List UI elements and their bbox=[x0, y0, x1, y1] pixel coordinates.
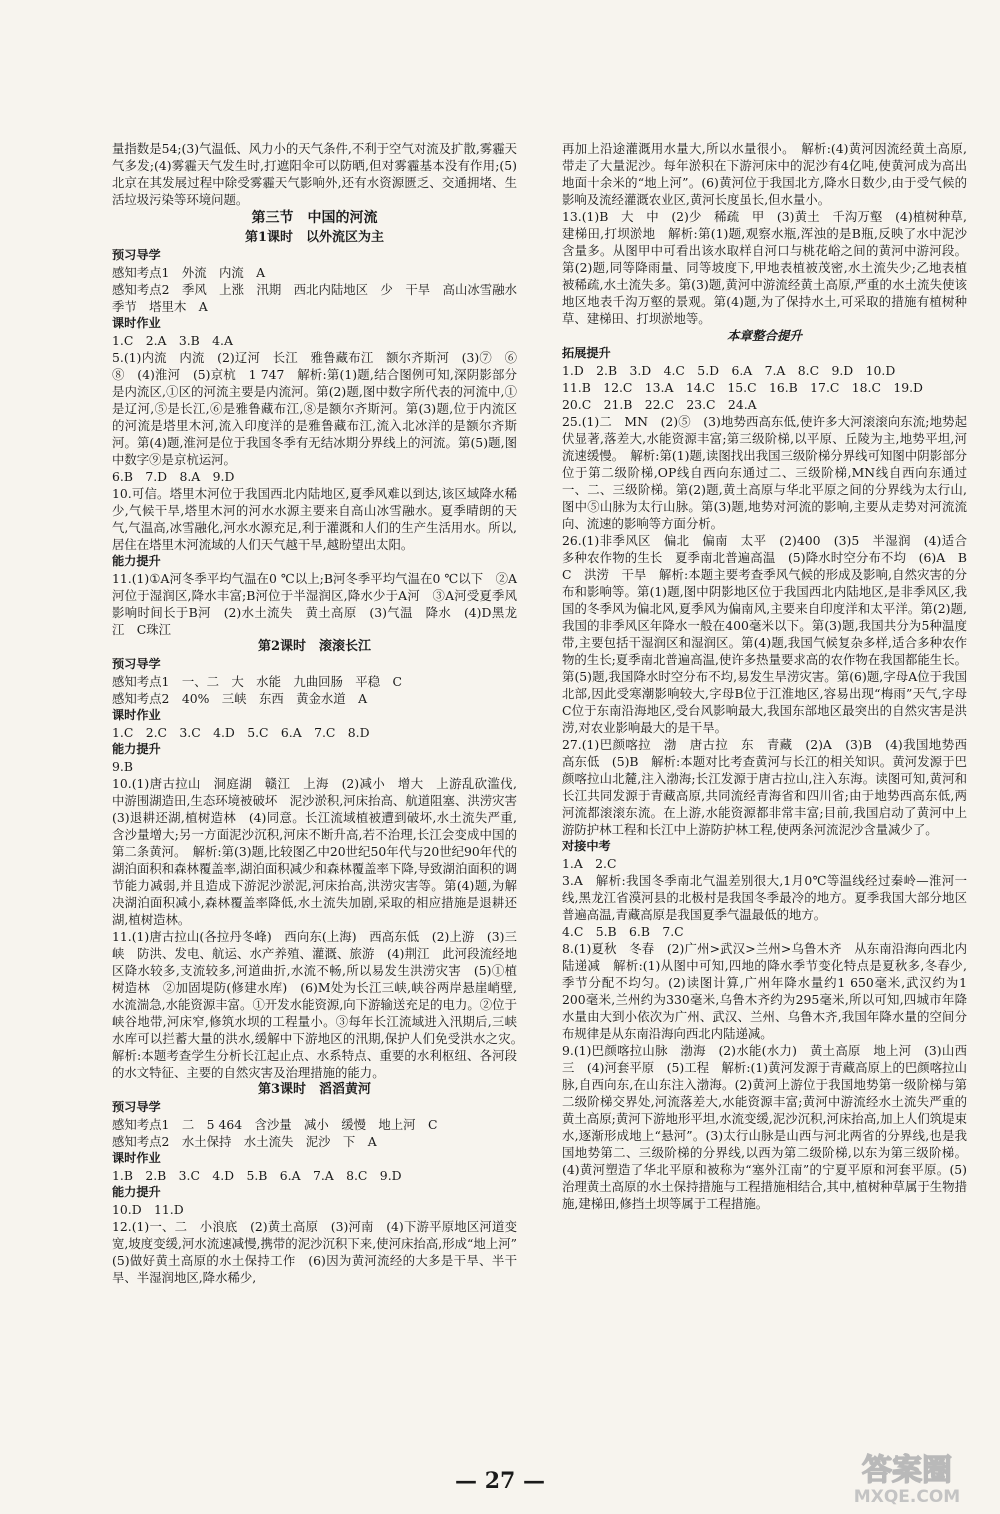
watermark-logo bbox=[822, 1446, 992, 1508]
answer-paragraph: 11.B 12.C 13.A 14.C 15.C 16.B 17.C 18.C 19.D bbox=[562, 380, 923, 395]
answer-paragraph: 量指数是54;(3)气温低、风力小的天气条件,不利于空气对流及扩散,雾霾天气多发;(4)雾霾天气发生时,打遮阳伞可以防晒,但对雾霾基本没有作用;(5)北京在其发展过程中除受雾霾天气影响外,还有水资源匮乏、交通拥堵、生活垃圾污染等环境问题。 bbox=[112, 141, 517, 207]
subsection-label: 预习导学 bbox=[112, 657, 161, 671]
lesson-heading: 第1课时 以外流区为主 bbox=[244, 230, 385, 245]
answer-paragraph: 20.C 21.B 22.C 23.C 24.A bbox=[562, 397, 757, 412]
answer-paragraph: 1.B 2.B 3.C 4.D 5.B 6.A 7.A 8.C 9.D bbox=[112, 1168, 402, 1183]
left-column bbox=[112, 140, 530, 1286]
answer-paragraph: 1.D 2.B 3.D 4.C 5.D 6.A 7.A 8.C 9.D 10.D bbox=[562, 363, 896, 378]
page-number: — 27 — bbox=[455, 1468, 545, 1494]
answer-paragraph: 11.(1)唐古拉山(各拉丹冬峰) 西向东(上海) 西高东低 (2)上游 (3)三峡 防洪、发电、航运、水产养殖、灌溉、旅游 (4)荆江 此河段流经地区降水较多,支流较多,河道曲折,水流不畅,所以易发生洪涝灾害 (5)①植树造林 ②加固堤防(修建水库) (6)M处为长江三峡,峡谷两岸悬崖峭壁,水流湍急,水能资源丰富。①开发水能资源,向下游输送充足的电力。②位于峡谷地带,河床窄,修筑水坝的工程量小。③每年长江流域进入汛期后,三峡水库可以拦蓄大量的洪水,缓解中下游地区的汛期,保护人们免受洪水之灾。 解析:本题考查学生分析长江起止点、水系特点、重要的水利枢纽、各河段的水文特征、主要的自然灾害及治理措施的能力。 bbox=[112, 929, 530, 1080]
watermark-domain: MXQE.COM bbox=[853, 1487, 961, 1507]
answer-paragraph: 12.(1)一、二 小浪底 (2)黄土高原 (3)河南 (4)下游平原地区河道变宽,坡度变缓,河水流速减慢,携带的泥沙沉积下来,使河床抬高,形成“地上河” (5)做好黄土高原的水土保持工作 (6)因为黄河流经的大多是干旱、半干旱、半湿润地区,降水稀少, bbox=[112, 1219, 530, 1285]
subsection-label: 拓展提升 bbox=[562, 346, 611, 360]
answer-paragraph: 1.C 2.C 3.C 4.D 5.C 6.A 7.C 8.D bbox=[112, 725, 370, 740]
answer-paragraph: 3.A 解析:我国冬季南北气温差别很大,1月0℃等温线经过秦岭—淮河一线,黑龙江省漠河县的北极村是我国冬季最冷的地方。夏季我国大部分地区普遍高温,青藏高原是我国夏季气温最低的地方。 bbox=[562, 873, 967, 922]
answer-page bbox=[112, 140, 980, 1470]
answer-paragraph: 再加上沿途灌溉用水量大,所以水量很小。 解析:(4)黄河因流经黄土高原,带走了大量泥沙。每年淤积在下游河床中的泥沙有4亿吨,使黄河成为高出地面十余米的“地上河”。(6)黄河位于我国北方,降水日数少,由于受气候的影响及流经灌溉农业区,黄河长度虽长,但水量小。 bbox=[562, 141, 967, 207]
subsection-label: 能力提升 bbox=[112, 554, 161, 568]
answer-paragraph: 感知考点2 季风 上涨 汛期 西北内陆地区 少 干旱 高山冰雪融水 季节 塔里木 A bbox=[112, 282, 530, 314]
subsection-label: 对接中考 bbox=[562, 839, 611, 853]
answer-paragraph: 10.D 11.D bbox=[112, 1202, 184, 1217]
section-heading: 第三节 中国的河流 bbox=[251, 210, 378, 226]
subsection-label: 课时作业 bbox=[112, 1151, 161, 1165]
answer-paragraph: 8.(1)夏秋 冬春 (2)广州>武汉>兰州>乌鲁木齐 从东南沿海向西北内陆递减 解析:(1)从图中可知,四地的降水季节变化特点是夏秋多,冬春少,季节分配不均匀。(2)读图计算,广州年降水量约1 650毫米,武汉约为1 200毫米,兰州约为330毫米,乌鲁木齐约为295毫米,所以可知,四城市年降水量由大到小依次为广州、武汉、兰州、乌鲁木齐,我国年降水量的空间分布规律是从东南沿海向西北内陆递减。 bbox=[562, 941, 967, 1041]
answer-paragraph: 10.可信。塔里木河位于我国西北内陆地区,夏季风难以到达,该区域降水稀少,气候干旱,塔里木河的河水水源主要来自高山冰雪融水。夏季晴朗的天气,气温高,冰雪融化,河水水源充足,利于灌溉和人们的生产生活用水。所以,居住在塔里木河流域的人们天气越干旱,越盼望出太阳。 bbox=[112, 486, 517, 552]
answer-paragraph: 9.B bbox=[112, 759, 133, 774]
answer-paragraph: 25.(1)二 MN (2)⑤ (3)地势西高东低,使许多大河滚滚向东流;地势起伏显著,落差大,水能资源丰富;第三级阶梯,以平原、丘陵为主,地势平坦,河流速缓慢。 解析:第(1)题,读图找出我国三级阶梯分界线可知图中阴影部分位于第二级阶梯,OP线自西向东通过二、三级阶梯,MN线自西向东通过一、二、三级阶梯。第(2)题,黄土高原与华北平原之间的分界线为太行山,图中⑤山脉为太行山脉。第(3)题,地势对河流的影响,主要从走势对河流流向、流速的影响等方面分析。 bbox=[562, 414, 967, 531]
answer-paragraph: 27.(1)巴颜喀拉 渤 唐古拉 东 青藏 (2)A (3)B (4)我国地势西高东低 (5)B 解析:本题对比考查黄河与长江的相关知识。黄河发源于巴颜喀拉山北麓,注入渤海;长江发源于唐古拉山,注入东海。读图可知,黄河和长江共同发源于青藏高原,共同流经青海省和四川省;由于地势西高东低,两河流都滚滚东流。在上游,水能资源都非常丰富;目前,我国启动了黄河中上游防护林工程和长江中上游防护林工程,使两条河流泥沙含量减少了。 bbox=[562, 737, 967, 837]
watermark-title: 答案圈 bbox=[862, 1453, 952, 1488]
subsection-label: 能力提升 bbox=[112, 742, 161, 756]
answer-paragraph: 26.(1)非季风区 偏北 偏南 太平 (2)400 (3)5 半湿润 (4)适合多种农作物的生长 夏季南北普遍高温 (5)降水时空分布不均 (6)A B C 洪涝 干旱 解析:本题主要考查季风气候的形成及影响,自然灾害的分布和影响等。第(1)题,图中阴影地区位于我国西北内陆地区,是非季风区,我国的冬季风为偏北风,夏季风为偏南风,主要来自印度洋和太平洋。第(2)题,我国的非季风区年降水一般在400毫米以下。第(3)题,我国共分为5种温度带,主要包括干湿润区和湿润区。第(4)题,我国气候复杂多样,适合多种农作物的生长;夏季南北普遍高温,使许多热量要求高的农作物在我国都能生长。第(5)题,我国降水时空分布不均,易发生旱涝灾害。第(6)题,字母A位于我国北部,因此受寒潮影响较大,字母B位于江淮地区,容易出现“梅雨”天气,字母C位于东南沿海地区,受台风影响最大,我国东部地区最突出的自然灾害是洪涝,对农业影响最大的是干旱。 bbox=[562, 533, 980, 735]
subsection-label: 课时作业 bbox=[112, 708, 161, 722]
subsection-label: 课时作业 bbox=[112, 316, 161, 330]
right-column bbox=[562, 140, 980, 1212]
lesson-heading: 第3课时 滔滔黄河 bbox=[257, 1082, 372, 1097]
answer-paragraph: 感知考点2 水土保持 水土流失 泥沙 下 A bbox=[112, 1134, 377, 1149]
answer-paragraph: 感知考点1 外流 内流 A bbox=[112, 265, 266, 280]
answer-paragraph: 6.B 7.D 8.A 9.D bbox=[112, 469, 235, 484]
subsection-label: 预习导学 bbox=[112, 1100, 161, 1114]
answer-paragraph: 1.A 2.C bbox=[562, 856, 617, 871]
subsection-label: 预习导学 bbox=[112, 248, 161, 262]
answer-paragraph: 13.(1)B 大 中 (2)少 稀疏 甲 (3)黄土 千沟万壑 (4)植树种草,建梯田,打坝淤地 解析:第(1)题,观察水瓶,浑浊的是B瓶,反映了水中泥沙含量多。从图甲中可看出该水取样自河口与桃花峪之间的黄河中游河段。第(2)题,同等降雨量、同等坡度下,甲地表植被茂密,水土流失少;乙地表植被稀疏,水土流失多。第(3)题,黄河中游流经黄土高原,严重的水土流失使该地区地表千沟万壑的景观。第(4)题,为了保持水土,可采取的措施有植树种草、建梯田、打坝淤地等。 bbox=[562, 209, 967, 326]
answer-paragraph: 10.(1)唐古拉山 洞庭湖 赣江 上海 (2)减小 增大 上游乱砍滥伐,中游围湖造田,生态环境被破坏 泥沙淤积,河床抬高、航道阻塞、洪涝灾害 (3)退耕还湖,植树造林 (4)同意。长江流域植被遭到破坏,水土流失严重,含沙量增大;另一方面泥沙沉积,河床不断升高,若不治理,长江会变成中国的第二条黄河。 解析:第(3)题,比较图乙中20世纪50年代与20世纪90年代的湖泊面积和森林覆盖率,湖泊面积减少和森林覆盖率下降,导致湖泊面积的调节能力减弱,并且造成下游泥沙淤泥,河床抬高,洪涝灾害等。第(4)题,为解决湖泊面积减小,森林覆盖率降低,水土流失加剧,采取的相应措施是退耕还湖,植树造林。 bbox=[112, 776, 530, 927]
answer-paragraph: 11.(1)①A河冬季平均气温在0 ℃以上;B河冬季平均气温在0 ℃以下 ②A河位于湿润区,降水丰富;B河位于半湿润区,降水少于A河 ③A河受夏季风影响时间长于B河 (2)水土流失 黄土高原 (3)气温 降水 (4)D黑龙江 C珠江 bbox=[112, 571, 517, 637]
subsection-label: 能力提升 bbox=[112, 1185, 161, 1199]
answer-paragraph: 4.C 5.B 6.B 7.C bbox=[562, 924, 684, 939]
answer-paragraph: 5.(1)内流 内流 (2)辽河 长江 雅鲁藏布江 额尔齐斯河 (3)⑦ ⑥ ⑧ (4)淮河 (5)京杭 1 747 解析:第(1)题,结合图例可知,深阴影部分是内流区,①区的河流主要是内流河。第(2)题,图中数字所代表的河流中,①是辽河,⑤是长江,⑥是雅鲁藏布江,⑧是额尔齐斯河。第(3)题,位于内流区的河流是塔里木河,流入印度洋的是雅鲁藏布江,流入北冰洋的是额尔齐斯河。第(4)题,淮河是位于我国冬季有无结冰期分界线上的河流。第(5)题,图中数字⑨是京杭运河。 bbox=[112, 350, 530, 467]
answer-paragraph: 感知考点1 一、二 大 水能 九曲回肠 平稳 C bbox=[112, 674, 402, 689]
chapter-heading: 本章整合提升 bbox=[726, 328, 802, 343]
answer-paragraph: 9.(1)巴颜喀拉山脉 渤海 (2)水能(水力) 黄土高原 地上河 (3)山西 三 (4)河套平原 (5)工程 解析:(1)黄河发源于青藏高原上的巴颜喀拉山脉,自西向东,在山东注入渤海。(2)黄河上游位于我国地势第一级阶梯与第二级阶梯交界处,河流落差大,水能资源丰富;黄河中游流经水土流失严重的黄土高原;黄河下游地形平坦,水流变缓,泥沙沉积,河床抬高,加上人们筑堤束水,逐渐形成地上“悬河”。(3)太行山脉是山西与河北两省的分界线,也是我国地势第二、三级阶梯的分界线,以西为第二级阶梯,以东为第三级阶梯。(4)黄河塑造了华北平原和被称为“塞外江南”的宁夏平原和河套平原。(5)治理黄土高原的水土保持措施与工程措施相结合,其中,植树种草属于生物措施,建梯田,修挡土坝等属于工程措施。 bbox=[562, 1043, 980, 1211]
answer-paragraph: 感知考点2 40% 三峡 东西 黄金水道 A bbox=[112, 691, 368, 706]
answer-paragraph: 1.C 2.A 3.B 4.A bbox=[112, 333, 233, 348]
answer-paragraph: 感知考点1 二 5 464 含沙量 减小 缓慢 地上河 C bbox=[112, 1117, 438, 1132]
lesson-heading: 第2课时 滚滚长江 bbox=[257, 639, 372, 654]
